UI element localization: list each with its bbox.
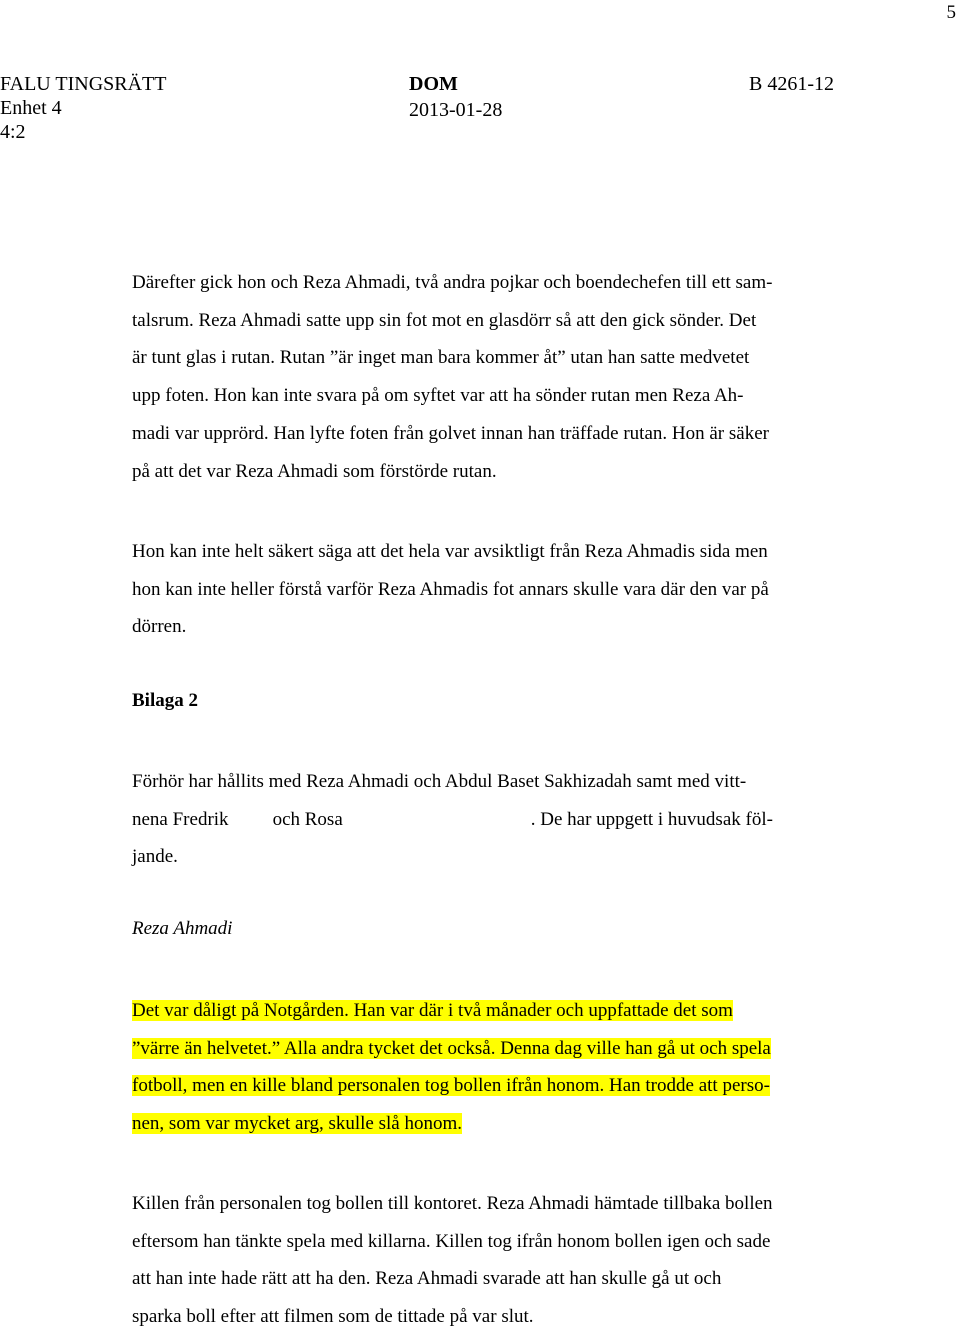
text-line: upp foten. Hon kan inte svara på om syftet var att ha sönder rutan men Reza Ah- [132,385,744,407]
text-line: madi var upprörd. Han lyfte foten från golvet innan han träffade rutan. Hon är säker [132,422,769,444]
paragraph-intent [132,533,892,646]
text-line: eftersom han tänkte spela med killarna. Killen tog ifrån honom bollen igen och sade [132,1230,771,1252]
text-line [132,1105,892,1143]
highlighted-text: ”värre än helvetet.” Alla andra tycket det också. Denna dag ville han gå ut och spela [132,1037,771,1059]
text-line: Killen från personalen tog bollen till kontoret. Reza Ahmadi hämtade tillbaka bollen [132,1193,773,1214]
text-line [132,1067,892,1105]
paragraph-highlighted-testimony [132,992,892,1143]
page-number: 5 [946,2,956,23]
text-line: Förhör har hållits med Reza Ahmadi och Abdul Baset Sakhizadah samt med vitt- [132,771,747,792]
text-line [132,992,892,1030]
speaker-heading: Reza Ahmadi [132,918,233,939]
text-line: Hon kan inte helt säkert säga att det hela var avsiktligt från Reza Ahmadis sida men [132,541,768,562]
paragraph-hearings [132,763,892,876]
text-line: Därefter gick hon och Reza Ahmadi, två andra pojkar och boendechefen till ett sam- [132,272,773,293]
text-line: är tunt glas i rutan. Rutan ”är inget man bara kommer åt” utan han satte medvetet [132,347,750,369]
text-line [132,801,892,839]
paragraph-testimony [132,1185,892,1336]
text-line: talsrum. Reza Ahmadi satte upp sin fot mot en glasdörr så att den gick sönder. Det [132,309,757,331]
redacted-surname [229,809,273,827]
text-line: dörren. [132,616,187,638]
court-section: 4:2 [0,121,26,143]
redacted-surname [343,809,531,827]
text-segment: och Rosa [272,808,343,830]
section-heading-bilaga: Bilaga 2 [132,690,198,711]
case-number: B 4261-12 [749,73,834,95]
paragraph-witness-account [132,264,892,490]
text-segment: nena Fredrik [132,808,229,830]
text-line: hon kan inte heller förstå varför Reza Ahmadis fot annars skulle vara där den var på [132,578,769,600]
court-unit: Enhet 4 [0,97,62,119]
text-line: att han inte hade rätt att ha den. Reza Ahmadi svarade att han skulle gå ut och [132,1268,722,1290]
text-line [132,1030,892,1068]
text-line: sparka boll efter att filmen som de tittade på var slut. [132,1306,534,1328]
document-type: DOM [409,73,458,95]
highlighted-text: nen, som var mycket arg, skulle slå honom. [132,1113,462,1135]
text-segment: . De har uppgett i huvudsak föl- [530,808,773,830]
document-date: 2013-01-28 [409,99,503,121]
highlighted-text: Det var dåligt på Notgården. Han var där i två månader och uppfattade det som [132,1000,733,1021]
court-name: FALU TINGSRÄTT [0,73,167,95]
text-line: jande. [132,846,178,868]
highlighted-text: fotboll, men en kille bland personalen tog bollen ifrån honom. Han trodde att perso- [132,1075,770,1097]
text-line: på att det var Reza Ahmadi som förstörde rutan. [132,460,497,482]
